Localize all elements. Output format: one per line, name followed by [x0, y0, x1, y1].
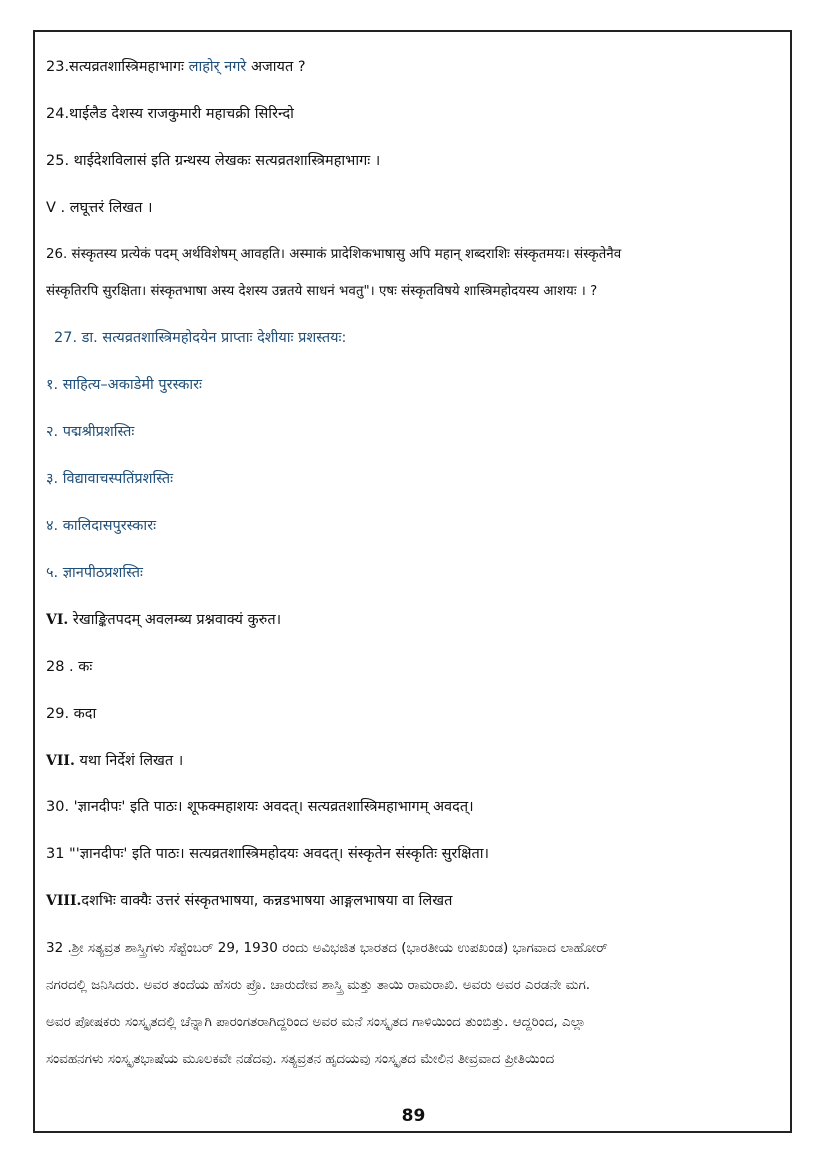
section-v-heading: V . लघूत्तरं लिखत । [46, 200, 153, 216]
answer-32-line-4: ಸಂವಹನಗಳು ಸಂಸ್ಕೃತಭಾಷೆಯ ಮೂಲಕವೇ ನಡೆದವು. ಸತ್ಯವ್ರತನ ಹೃದಯವು ಸಂಸ್ಕೃತದ ಮೇಲಿನ ತೀವ್ರವಾದ ಪ್ರೀತಿಯಿಂದ [46, 1051, 555, 1067]
award-2: २. पद्मश्रीप्रशस्तिः [46, 424, 135, 440]
section-vi-heading: VI. रेखाङ्कितपदम् अवलम्ब्य प्रश्नवाक्यं कुरुत। [46, 612, 282, 628]
answer-26-line-1: 26. संस्कृतस्य प्रत्येकं पदम् अर्थविशेषम् आवहति। अस्माकं प्रादेशिकभाषासु अपि महान् शब्दराशिः संस्कृतमयः। संस्कृतेनैव [46, 247, 622, 262]
answer-31: 31 "'ज्ञानदीपः' इति पाठः। सत्यव्रतशास्त्रिमहोदयः अवदत्। संस्कृतेन संस्कृतिः सुरक्षिता। [46, 846, 490, 862]
question-23: 23.सत्यव्रतशास्त्रिमहाभागः लाहोर् नगरे अजायत ? [46, 59, 306, 75]
section-viii-heading: VIII.दशभिः वाक्यैः उत्तरं संस्कृतभाषया, कन्नडभाषया आङ्गलभाषया वा लिखत [46, 893, 453, 909]
answer-28: 28 . कः [46, 659, 93, 675]
question-27: 27. डा. सत्यव्रतशास्त्रिमहोदयेन प्राप्ताः देशीयाः प्रशस्तयः: [54, 330, 347, 346]
award-4: ४. कालिदासपुरस्कारः [46, 518, 157, 534]
page-number: 89 [401, 1106, 426, 1126]
answer-25: 25. थाईदेशविलासं इति ग्रन्थस्य लेखकः सत्यव्रतशास्त्रिमहाभागः । [46, 153, 381, 169]
answer-26-line-2: संस्कृतिरपि सुरक्षिता। संस्कृतभाषा अस्य देशस्य उन्नतये साधनं भवतु"। एषः संस्कृतविषये शास्त्रिमहोदयस्य आशयः । ? [46, 284, 598, 299]
answer-32-line-3: ಅವರ ಪೋಷಕರು ಸಂಸ್ಕೃತದಲ್ಲಿ ಚೆನ್ನಾಗಿ ಪಾರಂಗತರಾಗಿದ್ದರಿಂದ ಅವರ ಮನೆ ಸಂಸ್ಕೃತದ ಗಾಳಿಯಿಂದ ತುಂಬಿತ್ತು. ಆದ್ದರಿಂದ, ಎಲ್ಲಾ [46, 1014, 586, 1030]
award-3: ३. विद्यावाचस्पतिंप्रशस्तिः [46, 471, 174, 487]
award-5: ५. ज्ञानपीठप्रशस्तिः [46, 565, 143, 581]
page-border [33, 30, 792, 1133]
answer-32-line-1: 32 .ಶ್ರೀ ಸತ್ಯವ್ರತ ಶಾಸ್ತ್ರಿಗಳು ಸೆಪ್ಟೆಂಬರ್ 29, 1930 ರಂದು ಅವಿಭಜಿತ ಭಾರತದ (ಭಾರತೀಯ ಉಪಖಂಡ) ಭಾಗವಾದ ಲಾಹೋರ್ [46, 940, 608, 956]
highlighted-word: लाहोर् नगरे [188, 59, 247, 75]
award-1: १. साहित्य–अकाडेमी पुरस्कारः [46, 377, 202, 393]
answer-29: 29. कदा [46, 706, 97, 722]
answer-24: 24.थाईलैड देशस्य राजकुमारी महाचक्री सिरिन्दो [46, 106, 294, 122]
section-vii-heading: VII. यथा निर्देशं लिखत । [46, 753, 184, 769]
answer-32-line-2: ನಗರದಲ್ಲಿ ಜನಿಸಿದರು. ಅವರ ತಂದೆಯ ಹೆಸರು ಪ್ರೊ. ಚಾರುದೇವ ಶಾಸ್ತ್ರಿ ಮತ್ತು ತಾಯಿ ರಾಮರಾಖಿ. ಅವರು ಅವರ ಎರಡನೇ ಮಗ. [46, 977, 591, 993]
answer-30: 30. 'ज्ञानदीपः' इति पाठः। शूफक्महाशयः अवदत्। सत्यव्रतशास्त्रिमहाभागम् अवदत्। [46, 799, 474, 815]
